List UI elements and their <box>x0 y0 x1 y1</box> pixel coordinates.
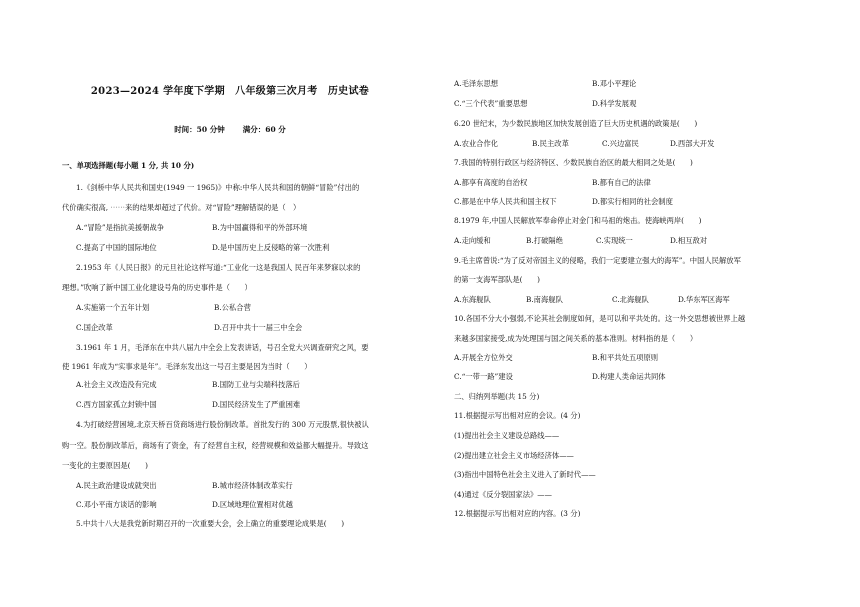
q10-option-b: B.和平共处五项原则 <box>592 353 659 362</box>
q9-option-b: B.南海舰队 <box>526 295 563 304</box>
q5-stem-line1: 5.中共十八大是我党新时期召开的一次重要大会，会上确立的重要理论成果是( ) <box>76 519 345 528</box>
q6-stem-line1: 6.20 世纪末，为少数民族地区加快发展创造了巨大历史机遇的政策是( ) <box>454 119 698 128</box>
q3-option-c: C.西方国家孤立封锁中国 <box>76 400 157 409</box>
q2-stem-line1: 2.1953 年《人民日报》的元旦社论这样写道:“工业化一这是我国人 民百年来梦寐以求的 <box>76 263 361 272</box>
q7-option-d: D.都实行相同的社会制度 <box>592 197 673 206</box>
q6-option-b: B.民主改革 <box>532 139 569 148</box>
q6-option-a: A.农业合作化 <box>454 139 499 148</box>
q7-option-c: C.都是在中华人民共和国主权下 <box>454 197 557 206</box>
q2-option-c: C.国企改革 <box>76 323 113 332</box>
q11-stem-line1: 11.根据提示写出相对应的会议。(4 分) <box>454 411 581 420</box>
q8-option-c: C.实现统一 <box>596 236 633 245</box>
q3-option-b: B.国防工业与尖端科技落后 <box>212 380 300 389</box>
exam-time: 时间：50 分钟 <box>174 125 225 134</box>
q2-option-d: D.召开中共十一届三中全会 <box>214 323 303 332</box>
q1-option-b: B.为中国赢得和平的外部环境 <box>212 223 308 232</box>
q6-option-c: C.兴边富民 <box>602 139 639 148</box>
q12-stem-line1: 12.根据提示写出相对应的内容。(3 分) <box>454 509 581 518</box>
q4-option-c: C.邓小平南方谈话的影响 <box>76 500 157 509</box>
q5-option-d: D.科学发展观 <box>592 99 637 108</box>
q7-option-a: A.都享有高度的自治权 <box>454 178 528 187</box>
q1-stem-line2: 代价确实很高, ⋯⋯来的结果却超过了代价。对“冒险”理解错误的是（ ） <box>62 203 301 212</box>
q8-stem-line1: 8.1979 年,中国人民解放军奉命停止对金门和马祖的炮击。使海峡两岸( ) <box>454 216 702 225</box>
q2-stem-line2: 理想。”吹响了新中国工业化建设号角的历史事件是（ ） <box>62 283 252 292</box>
q4-stem-line2: 购一空。股份制改革后，商场有了资金，有了经营自主权，经营规模和效益都大幅提升。导致这 <box>62 441 369 450</box>
q10-option-d: D.构建人类命运共同体 <box>592 372 666 381</box>
q11-item-2: (2)提出建立社会主义市场经济体—— <box>454 451 574 460</box>
q11-item-4: (4)通过《反分裂国家法》—— <box>454 490 552 499</box>
q6-option-d: D.西部大开发 <box>670 139 715 148</box>
q1-option-c: C.提高了中国的国际地位 <box>76 243 157 252</box>
q9-option-c: C.北海舰队 <box>612 295 649 304</box>
q10-stem-line2: 来越多国家接受,成为处理国与国之间关系的基本准则。材料指的是（ ） <box>454 334 698 343</box>
q4-stem-line3: 一变化的主要原因是( ) <box>62 461 148 470</box>
q3-option-d: D.国民经济发生了严重困难 <box>212 400 301 409</box>
q11-item-1: (1)提出社会主义建设总路线—— <box>454 431 560 440</box>
q1-option-d: D.是中国历史上反侵略的第一次胜利 <box>212 243 330 252</box>
q3-option-a: A.社会主义改造没有完成 <box>76 380 157 389</box>
q9-option-d: D.华东军区海军 <box>678 295 730 304</box>
exam-title: 2023—2024 学年度下学期 八年级第三次月考 历史试卷 <box>90 86 370 97</box>
q9-option-a: A.东海舰队 <box>454 295 491 304</box>
q7-option-b: B.都有自己的法律 <box>592 178 651 187</box>
q8-option-a: A.走向缓和 <box>454 236 491 245</box>
q10-option-a: A.开展全方位外交 <box>454 353 513 362</box>
q11-item-3: (3)指出中国特色社会主义进入了新时代—— <box>454 470 596 479</box>
q4-option-b: B.城市经济体制改革实行 <box>212 481 293 490</box>
exam-score: 满分：60 分 <box>242 125 286 134</box>
q9-stem-line2: 的第一支海军部队是( ) <box>454 275 540 284</box>
q7-stem-line1: 7.我国的特别行政区与经济特区、少数民族自治区的最大相同之处是( ) <box>454 158 693 167</box>
q2-option-b: B.公私合营 <box>214 303 251 312</box>
q10-option-c: C.“一带一路”建设 <box>454 372 513 381</box>
q4-option-d: D.区域地理位置相对优越 <box>212 500 293 509</box>
q2-option-a: A.实施第一个五年计划 <box>76 303 150 312</box>
section-heading-1: 一、单项选择题(每小题 1 分, 共 10 分) <box>62 161 195 170</box>
section-heading-2: 二、归纳列举题(共 15 分) <box>454 392 540 401</box>
q3-stem-line1: 3.1961 年 1 月，毛泽东在中共八届九中全会上发表讲话，号召全党大兴调查研究之风，要 <box>76 343 369 352</box>
q10-stem-line1: 10.各国不分大小强弱,不论其社会制度如何，是可以和平共处的。这一外交思想被世界上越 <box>454 314 746 323</box>
q3-stem-line2: 使 1961 年成为“实事求是年”。毛泽东发出这一号召主要是因为当时（ ） <box>62 362 312 371</box>
q9-stem-line1: 9.毛主席曾说:“为了反对帝国主义的侵略，我们一定要建立强大的海军”。中国人民解放军 <box>454 256 741 265</box>
q1-option-a: A.“冒险”是指抗美援朝战争 <box>76 223 165 232</box>
right-page <box>430 0 860 607</box>
q4-option-a: A.民主政治建设成就突出 <box>76 481 157 490</box>
q5-option-c: C.“三个代表”重要思想 <box>454 99 528 108</box>
q5-option-b: B.邓小平理论 <box>592 79 637 88</box>
q8-option-d: D.相互敌对 <box>670 236 708 245</box>
q8-option-b: B.打破隔绝 <box>526 236 563 245</box>
exam-info <box>40 124 420 135</box>
q1-stem-line1: 1.《剑桥中华人民共和国史(1949 一 1965)》中称:中华人民共和国的朝鲜“冒险”付出的 <box>76 183 360 192</box>
q5-option-a: A.毛泽东思想 <box>454 79 499 88</box>
q4-stem-line1: 4.为打破经营困境,北京天桥百货商场进行股份制改革。首批发行的 300 万元股票,很快被认 <box>76 420 369 429</box>
